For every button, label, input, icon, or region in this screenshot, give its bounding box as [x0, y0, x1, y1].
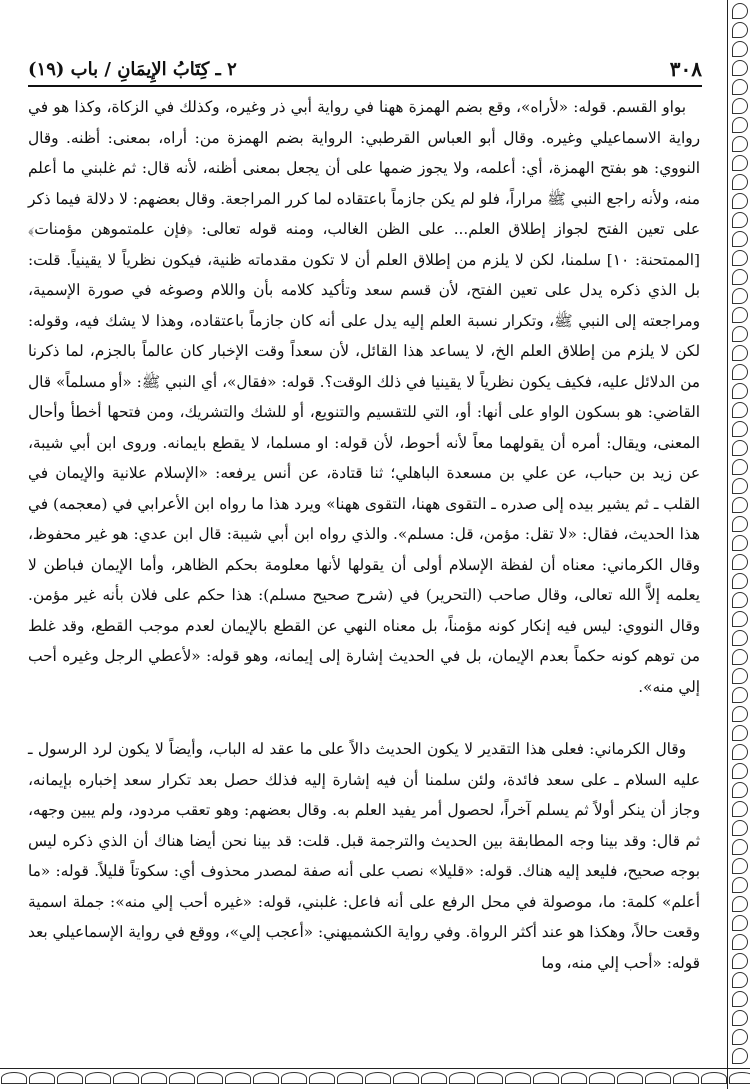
border-ornament [281, 1072, 307, 1084]
border-ornament [732, 98, 748, 114]
border-ornament [732, 421, 748, 437]
border-ornament [732, 649, 748, 665]
border-ornament [449, 1072, 475, 1084]
border-ornament [421, 1072, 447, 1084]
border-ornament [732, 155, 748, 171]
chapter-title: ٢ ـ كِتَابُ الإِيمَانِ / باب (١٩) [28, 59, 237, 80]
border-ornament [732, 972, 748, 988]
border-ornament [732, 706, 748, 722]
border-ornament [732, 478, 748, 494]
border-ornament [732, 725, 748, 741]
border-ornament [57, 1072, 83, 1084]
border-ornament [732, 934, 748, 950]
border-ornament [732, 611, 748, 627]
ornamental-border-right [727, 0, 750, 1089]
border-ornament [225, 1072, 251, 1084]
border-ornament [732, 1029, 748, 1045]
border-ornament [197, 1072, 223, 1084]
border-ornament [85, 1072, 111, 1084]
border-ornament [732, 839, 748, 855]
border-ornament [732, 193, 748, 209]
border-ornament [732, 326, 748, 342]
border-ornament [732, 269, 748, 285]
border-ornament [561, 1072, 587, 1084]
border-ornament [732, 117, 748, 133]
border-ornament [732, 383, 748, 399]
border-ornament [732, 554, 748, 570]
border-ornament [732, 231, 748, 247]
border-ornament [732, 573, 748, 589]
border-ornament [533, 1072, 559, 1084]
border-ornament [732, 915, 748, 931]
border-ornament [732, 136, 748, 152]
page-number: ٣٠٨ [669, 57, 702, 81]
border-ornament [732, 1010, 748, 1026]
border-ornament [732, 877, 748, 893]
border-ornament [729, 1072, 750, 1084]
border-ornament [732, 535, 748, 551]
border-ornament [732, 402, 748, 418]
border-ornament [393, 1072, 419, 1084]
border-ornament [732, 896, 748, 912]
paragraph-2: وقال الكرماني: فعلى هذا التقدير لا يكون الحديث دالاً على ما عقد له الباب، وأيضاً لا يكون لرد الرسول ـ عليه السلام ـ على سعد فائدة، ولئن سلمنا أن فيه إشارة إليه فذلك حصل بعد تكرار سعد إخباره بإيمانه، وجاز أن ينكر أولاً ثم يسلم آخراً، لحصول أمر يفيد العلم به. وقال بعضهم: وهو تعقب مردود، ولم يبين وجهه، ثم قال: وقد بينا وجه المطابقة بين الحديث والترجمة قبل. قلت: قد بينا نحن أيضا هناك أن الذي ذكره ليس بوجه صحيح، فليعد إليه هناك. قوله: «قليلا» نصب على أنه صفة لمصدر محذوف أي: سكوتاً قليلاً. قوله: «ما أعلم» كلمة: ما، موصولة في محل الرفع على أنه فاعل: غلبني، قوله: «غيره أحب إلي منه»: جملة اسمية وقعت حالاً، وهكذا هو عند أكثر الرواة. وفي رواية الكشميهني: «أعجب إلي»، ووقع في رواية الإسماعيلي بعد قوله: «أحب إلي منه، وما [28, 740, 700, 972]
border-ornament [701, 1072, 727, 1084]
border-ornament [732, 212, 748, 228]
border-ornament [732, 744, 748, 760]
border-ornament [29, 1072, 55, 1084]
border-ornament [732, 801, 748, 817]
border-ornament [732, 763, 748, 779]
border-ornament [732, 858, 748, 874]
page-body [28, 92, 700, 978]
border-ornament [645, 1072, 671, 1084]
border-ornament [732, 79, 748, 95]
border-ornament [732, 459, 748, 475]
border-ornament [732, 307, 748, 323]
border-ornament [309, 1072, 335, 1084]
border-ornament [113, 1072, 139, 1084]
ornamental-border-bottom [0, 1068, 750, 1089]
border-ornament [732, 174, 748, 190]
border-ornament [732, 250, 748, 266]
border-ornament [732, 22, 748, 38]
border-ornament [337, 1072, 363, 1084]
border-ornament [141, 1072, 167, 1084]
border-ornament [505, 1072, 531, 1084]
border-ornament [617, 1072, 643, 1084]
border-ornament [732, 668, 748, 684]
border-ornament [365, 1072, 391, 1084]
border-ornament [732, 60, 748, 76]
border-ornament [673, 1072, 699, 1084]
border-ornament [732, 288, 748, 304]
border-ornament [732, 1048, 748, 1064]
border-ornament [732, 3, 748, 19]
page-header [28, 55, 702, 87]
border-ornament [1, 1072, 27, 1084]
border-ornament [732, 953, 748, 969]
border-ornament [732, 41, 748, 57]
border-ornament [732, 440, 748, 456]
border-ornament [732, 364, 748, 380]
border-ornament [732, 782, 748, 798]
border-ornament [732, 687, 748, 703]
border-ornament [732, 516, 748, 532]
border-ornament [589, 1072, 615, 1084]
border-ornament [169, 1072, 195, 1084]
border-ornament [732, 820, 748, 836]
border-ornament [253, 1072, 279, 1084]
border-ornament [732, 345, 748, 361]
paragraph-1: بواو القسم. قوله: «لأراه»، وقع بضم الهمزة ههنا في رواية أبي ذر وغيره، وكذلك في الزكاة، وكذا هو في رواية الاسماعيلي وغيره. وقال أبو العباس القرطبي: الرواية بضم الهمزة من: أراه، بمعنى: أظنه. وقال النووي: هو بفتح الهمزة، أي: أعلمه، ولا يجوز ضمها على أن يجعل بمعنى أظنه، لأنه قال: ثم غلبني ما أعلم منه، ولأنه راجع النبي ﷺ مراراً، فلو لم يكن جازماً باعتقاده لما كرر المراجعة. وقال بعضهم: لا دلالة فيما ذكر على تعين الفتح لجواز إطلاق العلم... على الظن الغالب، ومنه قوله تعالى: ﴿فإن علمتموهن مؤمنات﴾ [الممتحنة: ١٠] سلمنا، لكن لا يلزم من إطلاق العلم أن لا تكون مقدماته ظنية، فيكون نظرياً لا يقينياً. قلت: بل الذي ذكره يدل على تعين الفتح، لأن قسم سعد وتأكيد كلامه بأن واللام وصوغه في صورة الإسمية، ومراجعته إلى النبي ﷺ، وتكرار نسبة العلم إليه يدل على أنه كان جازماً باعتقاده، وهذا لا يشك فيه، وقوله: لكن لا يلزم من إطلاق العلم الخ، لا يساعد هذا القائل، لأن سعداً وقت الإخبار كان عالماً بالجزم، لما ذكرنا من الدلائل عليه، فكيف يكون نظرياً لا يقينيا في ذلك الوقت؟. قوله: «فقال»، أي النبي ﷺ: «أو مسلماً» قال القاضي: هو بسكون الواو على أنها: أو، التي للتقسيم والتنويع، أو للشك والتشريك، ومن فتحها أخطأ وأحال المعنى، ويقال: أمره أن يقولهما معاً لأنه أحوط، لأن قوله: او مسلما، لا يقطع بايمانه. وروى ابن أبي شيبة، عن زيد بن حباب، عن علي بن مسعدة الباهلي؛ ثنا قتادة، عن أنس يرفعه: «الإسلام علانية والإيمان في القلب ـ ثم يشير بيده إلى صدره ـ التقوى ههنا، التقوى ههنا» ويرد هذا ما رواه ابن الأعرابي في (معجمه) في هذا الحديث، فقال: «لا تقل: مؤمن، قل: مسلم». والذي رواه ابن أبي شيبة: قال ابن عدي: هو غير محفوظ، وقال الكرماني: معناه أن لفظة الإسلام أولى أن يقولها لأنها معلومة بحكم الظاهر، وأما الإيمان فباطن لا يعلمه إلاَّ الله تعالى، وقال صاحب (التحرير) في (شرح صحيح مسلم): هذا حكم على فلان بأنه غير مؤمن. وقال النووي: ليس فيه إنكار كونه مؤمناً، بل معناه النهي عن القطع بالإيمان لعدم موجب القطع، وقد غلط من توهم كونه حكماً بعدم الإيمان، بل في الحديث إشارة إلى إيمانه، وهو قوله: «لأعطي الرجل وغيره أحب إلي منه». [28, 98, 701, 696]
border-ornament [732, 592, 748, 608]
border-ornament [732, 630, 748, 646]
border-ornament [477, 1072, 503, 1084]
border-ornament [732, 497, 748, 513]
border-ornament [732, 991, 748, 1007]
